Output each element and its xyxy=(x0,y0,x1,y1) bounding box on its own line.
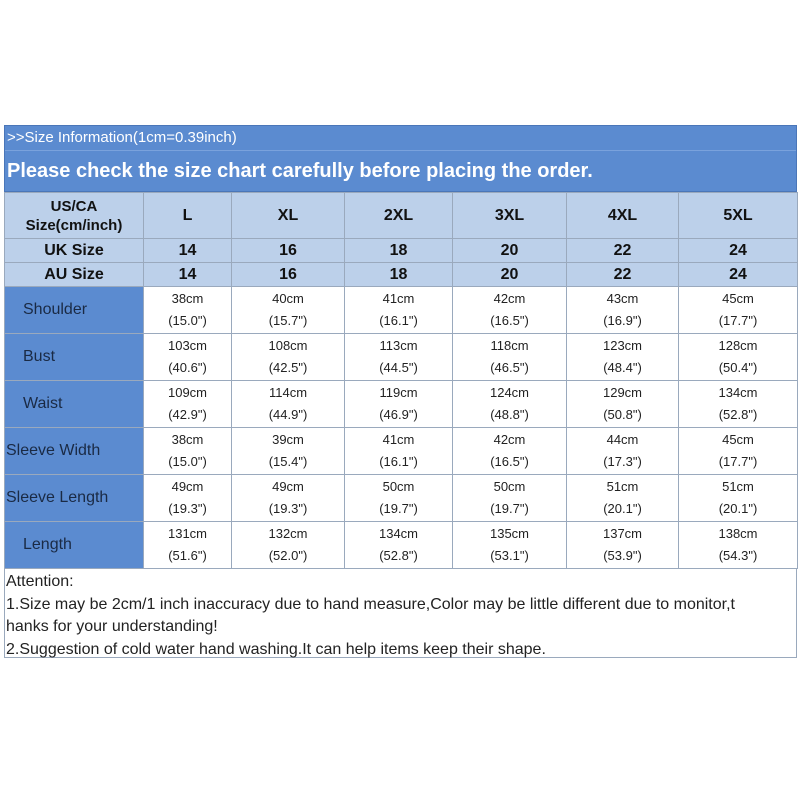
cm-value: 113cm xyxy=(379,338,418,353)
cm-value: 128cm xyxy=(718,338,758,353)
inch-value: (53.1") xyxy=(490,548,529,563)
measurement-cell xyxy=(567,522,679,569)
inch-value: (19.7") xyxy=(490,501,529,516)
cm-value: 114cm xyxy=(268,385,308,400)
inch-value: (42.9") xyxy=(168,407,207,422)
inch-value: (52.0") xyxy=(268,548,308,563)
measurement-cell xyxy=(567,428,679,475)
size-header-xl: XL xyxy=(232,193,345,239)
cm-value: 45cm xyxy=(722,432,754,447)
measurement-row xyxy=(5,428,798,475)
cm-value: 40cm xyxy=(272,291,304,306)
size-chart-notice: Please check the size chart carefully before placing the order. xyxy=(7,160,593,182)
measurement-cell xyxy=(232,287,345,334)
cm-value: 134cm xyxy=(718,385,758,400)
measurement-cell xyxy=(453,475,567,522)
measurement-cell xyxy=(144,287,232,334)
measurement-cell xyxy=(679,475,798,522)
measurement-cell xyxy=(144,475,232,522)
cm-value: 39cm xyxy=(272,432,304,447)
uk-size-value: 14 xyxy=(144,239,232,263)
size-table xyxy=(4,192,798,569)
inch-value: (16.5") xyxy=(490,313,529,328)
measurement-label: Sleeve Width xyxy=(5,428,144,475)
inch-value: (17.7") xyxy=(718,313,758,328)
inch-value: (40.6") xyxy=(168,360,207,375)
measurement-cell xyxy=(453,381,567,428)
inch-value: (48.4") xyxy=(603,360,642,375)
measurement-row xyxy=(5,475,798,522)
us-ca-size-label: US/CA Size(cm/inch) xyxy=(5,193,144,239)
inch-value: (16.1") xyxy=(379,313,418,328)
cm-value: 50cm xyxy=(382,479,415,494)
measurement-row xyxy=(5,522,798,569)
measurement-cell xyxy=(679,428,798,475)
measurement-row xyxy=(5,287,798,334)
measurement-cell xyxy=(144,428,232,475)
inch-value: (16.1") xyxy=(379,454,418,469)
measurement-cell xyxy=(453,334,567,381)
attention-note xyxy=(4,569,797,658)
measurement-cell xyxy=(567,381,679,428)
inch-value: (53.9") xyxy=(603,548,642,563)
cm-value: 138cm xyxy=(718,526,758,541)
measurement-label: Waist xyxy=(5,381,144,428)
measurement-cell xyxy=(144,381,232,428)
cm-value: 123cm xyxy=(602,338,643,353)
measurement-cell xyxy=(144,522,232,569)
au-size-value: 18 xyxy=(345,263,453,287)
cm-value: 103cm xyxy=(167,338,208,353)
us-size-row xyxy=(5,193,798,239)
inch-value: (48.8") xyxy=(490,407,529,422)
measurement-cell xyxy=(144,334,232,381)
inch-value: (44.5") xyxy=(379,360,418,375)
inch-value: (19.3") xyxy=(168,501,207,516)
measurement-cell xyxy=(232,381,345,428)
cm-value: 45cm xyxy=(722,291,754,306)
measurement-cell xyxy=(345,428,453,475)
measurement-label: Shoulder xyxy=(5,287,144,334)
cm-value: 129cm xyxy=(602,385,643,400)
attention-line-1a: 1.Size may be 2cm/1 inch inaccuracy due to hand measure,Color may be little different due to monitor,t xyxy=(6,595,735,613)
attention-title: Attention: xyxy=(6,573,74,590)
cm-value: 44cm xyxy=(606,432,639,447)
measurement-cell xyxy=(345,381,453,428)
attention-line-2: 2.Suggestion of cold water hand washing.It can help items keep their shape. xyxy=(6,640,546,658)
measurement-cell xyxy=(345,522,453,569)
inch-value: (17.7") xyxy=(718,454,758,469)
au-size-value: 22 xyxy=(567,263,679,287)
uk-size-value: 24 xyxy=(679,239,798,263)
cm-value: 108cm xyxy=(268,338,308,353)
measurement-cell xyxy=(567,475,679,522)
size-header-3xl: 3XL xyxy=(453,193,567,239)
cm-value: 124cm xyxy=(489,385,530,400)
cm-value: 41cm xyxy=(382,432,415,447)
inch-value: (46.9") xyxy=(379,407,418,422)
measurement-cell xyxy=(232,522,345,569)
size-info-title: >>Size Information(1cm=0.39inch) xyxy=(5,126,796,151)
size-chart xyxy=(4,125,797,658)
au-size-value: 20 xyxy=(453,263,567,287)
cm-value: 42cm xyxy=(493,291,526,306)
inch-value: (50.8") xyxy=(603,407,642,422)
au-size-value: 24 xyxy=(679,263,798,287)
cm-value: 131cm xyxy=(167,526,208,541)
measurement-cell xyxy=(453,522,567,569)
cm-value: 134cm xyxy=(378,526,419,541)
attention-line-1b: hanks for your understanding! xyxy=(6,618,218,635)
au-size-row xyxy=(5,263,798,287)
inch-value: (19.3") xyxy=(268,501,308,516)
cm-value: 41cm xyxy=(382,291,415,306)
measurement-cell xyxy=(345,287,453,334)
cm-value: 119cm xyxy=(379,385,418,400)
measurement-cell xyxy=(567,287,679,334)
cm-value: 135cm xyxy=(489,526,530,541)
cm-value: 132cm xyxy=(268,526,308,541)
measurement-cell xyxy=(345,334,453,381)
measurement-cell xyxy=(232,334,345,381)
measurement-label: Bust xyxy=(5,334,144,381)
uk-size-value: 16 xyxy=(232,239,345,263)
cm-value: 43cm xyxy=(606,291,639,306)
inch-value: (50.4") xyxy=(718,360,758,375)
inch-value: (19.7") xyxy=(379,501,418,516)
au-size-value: 16 xyxy=(232,263,345,287)
au-size-value: 14 xyxy=(144,263,232,287)
measurement-cell xyxy=(345,475,453,522)
cm-value: 50cm xyxy=(493,479,526,494)
cm-value: 109cm xyxy=(167,385,208,400)
size-info-banner xyxy=(4,125,797,192)
cm-value: 42cm xyxy=(493,432,526,447)
inch-value: (20.1") xyxy=(603,501,642,516)
measurement-cell xyxy=(679,334,798,381)
measurement-rows xyxy=(5,287,798,569)
inch-value: (44.9") xyxy=(268,407,308,422)
size-header-5xl: 5XL xyxy=(679,193,798,239)
measurement-cell xyxy=(232,475,345,522)
cm-value: 49cm xyxy=(272,479,304,494)
cm-value: 38cm xyxy=(171,432,204,447)
measurement-cell xyxy=(679,381,798,428)
cm-value: 137cm xyxy=(602,526,643,541)
inch-value: (20.1") xyxy=(718,501,758,516)
inch-value: (15.4") xyxy=(268,454,308,469)
inch-value: (17.3") xyxy=(603,454,642,469)
measurement-cell xyxy=(679,287,798,334)
measurement-row xyxy=(5,334,798,381)
measurement-cell xyxy=(453,287,567,334)
measurement-cell xyxy=(232,428,345,475)
uk-size-value: 20 xyxy=(453,239,567,263)
inch-value: (46.5") xyxy=(490,360,529,375)
measurement-cell xyxy=(679,522,798,569)
uk-size-row xyxy=(5,239,798,263)
cm-value: 118cm xyxy=(490,338,529,353)
inch-value: (52.8") xyxy=(379,548,418,563)
measurement-label: Length xyxy=(5,522,144,569)
inch-value: (52.8") xyxy=(718,407,758,422)
measurement-row xyxy=(5,381,798,428)
measurement-cell xyxy=(567,334,679,381)
measurement-label: Sleeve Length xyxy=(5,475,144,522)
inch-value: (16.5") xyxy=(490,454,529,469)
cm-value: 49cm xyxy=(171,479,204,494)
uk-size-value: 18 xyxy=(345,239,453,263)
inch-value: (16.9") xyxy=(603,313,642,328)
cm-value: 38cm xyxy=(171,291,204,306)
cm-value: 51cm xyxy=(606,479,639,494)
inch-value: (15.0") xyxy=(168,313,207,328)
inch-value: (15.0") xyxy=(168,454,207,469)
au-size-label: AU Size xyxy=(5,263,144,287)
inch-value: (51.6") xyxy=(168,548,207,563)
cm-value: 51cm xyxy=(722,479,754,494)
inch-value: (54.3") xyxy=(718,548,758,563)
size-header-l: L xyxy=(144,193,232,239)
size-header-2xl: 2XL xyxy=(345,193,453,239)
measurement-cell xyxy=(453,428,567,475)
size-header-4xl: 4XL xyxy=(567,193,679,239)
uk-size-label: UK Size xyxy=(5,239,144,263)
uk-size-value: 22 xyxy=(567,239,679,263)
inch-value: (15.7") xyxy=(268,313,308,328)
inch-value: (42.5") xyxy=(268,360,308,375)
